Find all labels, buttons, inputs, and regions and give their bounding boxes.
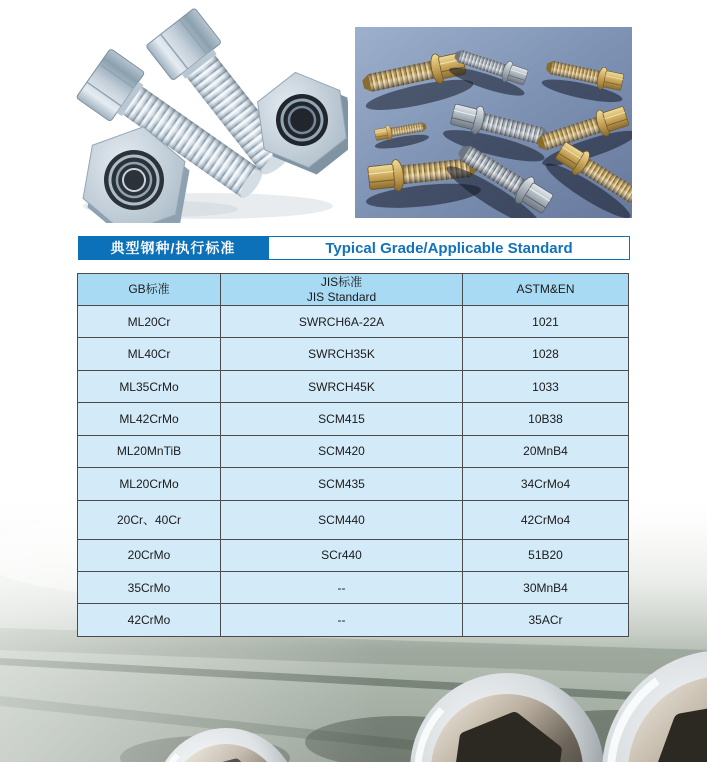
col-header-gb — [78, 274, 221, 306]
cell-jis: SCM440 — [221, 500, 463, 539]
cell-jis: SCM420 — [221, 435, 463, 467]
cell-astm: 35ACr — [463, 604, 629, 637]
section-title-en — [268, 236, 630, 260]
cell-astm: 20MnB4 — [463, 435, 629, 467]
cell-gb: 35CrMo — [78, 572, 221, 604]
flange-bolts-illustration — [355, 27, 632, 218]
cell-jis: SCM435 — [221, 468, 463, 500]
table-row — [78, 338, 629, 370]
table-row — [78, 403, 629, 435]
cell-jis: -- — [221, 572, 463, 604]
cell-jis: SWRCH35K — [221, 338, 463, 370]
table-row — [78, 370, 629, 402]
bolts-nuts-illustration — [58, 8, 348, 223]
col-header-jis-label-cn: JIS标准 — [320, 275, 363, 290]
col-header-jis-label-en: JIS Standard — [306, 289, 377, 304]
cell-astm: 30MnB4 — [463, 572, 629, 604]
table-row — [78, 604, 629, 637]
section-title-cn — [78, 236, 268, 260]
cell-gb: ML20MnTiB — [78, 435, 221, 467]
table-row — [78, 468, 629, 500]
table-row — [78, 572, 629, 604]
table-row — [78, 539, 629, 571]
cell-jis: SCM415 — [221, 403, 463, 435]
col-header-jis — [221, 274, 463, 306]
cell-jis: SCr440 — [221, 539, 463, 571]
cell-astm: 1033 — [463, 370, 629, 402]
cell-gb: 42CrMo — [78, 604, 221, 637]
cell-jis: SWRCH45K — [221, 370, 463, 402]
flange-bolts-photo — [355, 27, 632, 218]
cell-astm: 1028 — [463, 338, 629, 370]
col-header-astm — [463, 274, 629, 306]
cell-gb: ML35CrMo — [78, 370, 221, 402]
cell-gb: ML40Cr — [78, 338, 221, 370]
cell-gb: ML20Cr — [78, 306, 221, 338]
section-title-cn-label: 典型钢种/执行标准 — [110, 240, 236, 256]
grade-standard-table-wrap — [77, 273, 628, 637]
cell-astm: 10B38 — [463, 403, 629, 435]
cell-astm: 34CrMo4 — [463, 468, 629, 500]
table-row — [78, 435, 629, 467]
bolts-nuts-photo — [58, 8, 348, 223]
section-title-en-label: Typical Grade/Applicable Standard — [325, 239, 573, 257]
table-header-row — [78, 274, 629, 306]
cell-gb: 20Cr、40Cr — [78, 500, 221, 539]
cell-gb: 20CrMo — [78, 539, 221, 571]
cell-gb: ML20CrMo — [78, 468, 221, 500]
col-header-gb-label: GB标准 — [128, 282, 170, 297]
cell-jis: SWRCH6A-22A — [221, 306, 463, 338]
cell-jis: -- — [221, 604, 463, 637]
cell-astm: 1021 — [463, 306, 629, 338]
col-header-astm-label: ASTM&EN — [516, 282, 575, 297]
cell-astm: 42CrMo4 — [463, 500, 629, 539]
grade-standard-table — [77, 273, 629, 637]
table-row — [78, 500, 629, 539]
cell-astm: 51B20 — [463, 539, 629, 571]
cell-gb: ML42CrMo — [78, 403, 221, 435]
table-row — [78, 306, 629, 338]
